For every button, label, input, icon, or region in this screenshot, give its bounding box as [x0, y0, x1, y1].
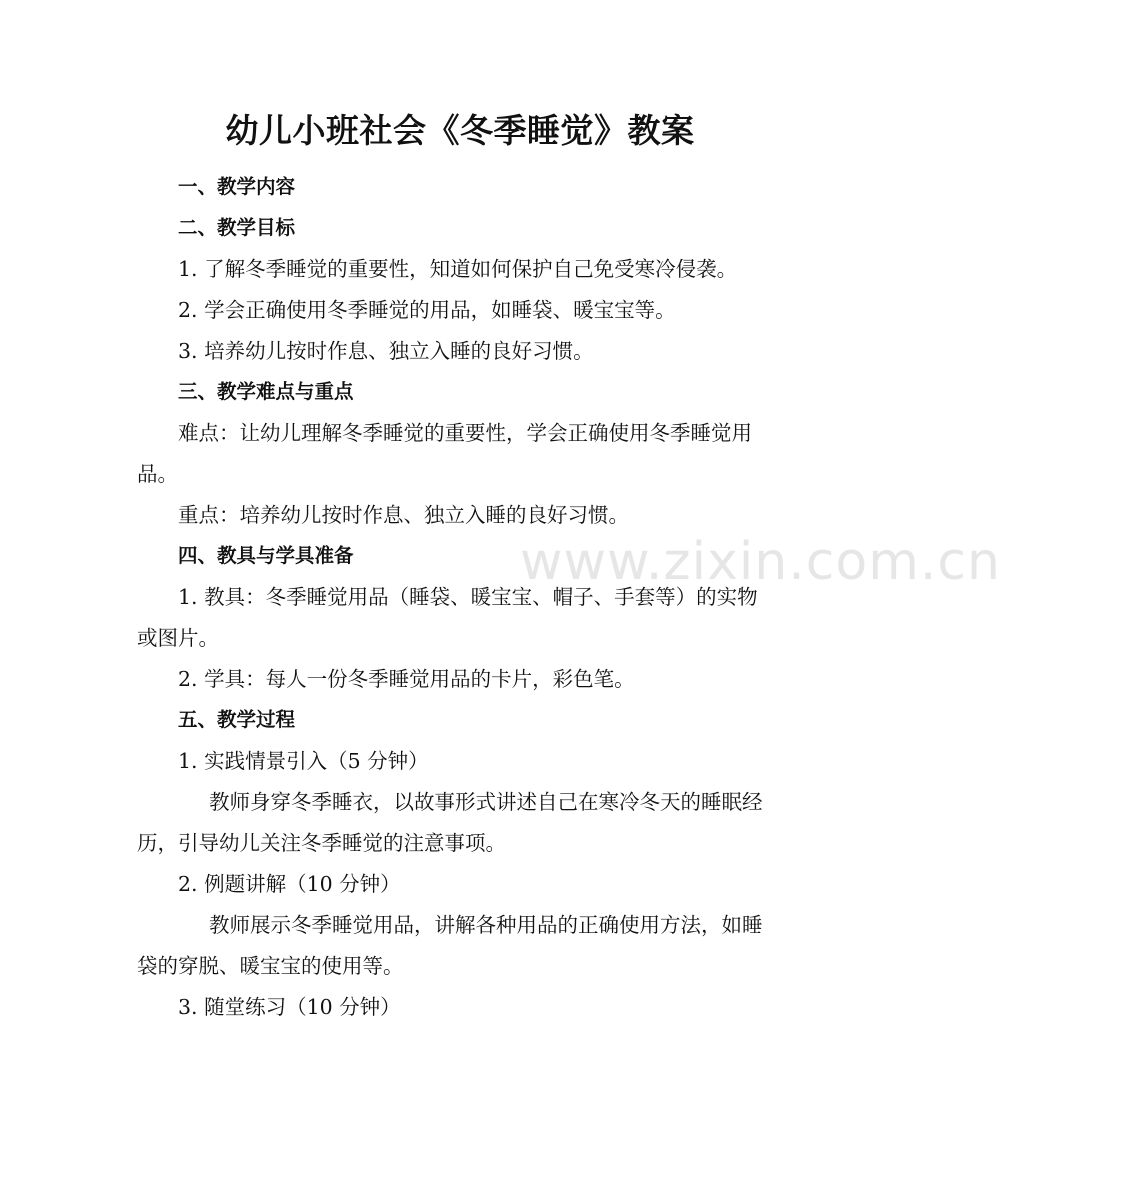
process-step-2-line-2: 袋的穿脱、暖宝宝的使用等。: [137, 954, 404, 978]
process-step-1: 1. 实践情景引入（5 分钟）: [178, 749, 429, 773]
section-heading-goals: 二、教学目标: [178, 216, 296, 239]
watermark: www.zixin.com.cn: [520, 532, 1001, 592]
materials-item-1-line-2: 或图片。: [137, 626, 219, 650]
goal-item-2: 2. 学会正确使用冬季睡觉的用品，如睡袋、暖宝宝等。: [178, 298, 676, 322]
materials-item-1-line-1: 1. 教具：冬季睡觉用品（睡袋、暖宝宝、帽子、手套等）的实物: [178, 585, 758, 609]
process-step-2-line-1: 教师展示冬季睡觉用品，讲解各种用品的正确使用方法，如睡: [209, 913, 763, 937]
process-step-2: 2. 例题讲解（10 分钟）: [178, 872, 401, 896]
section-heading-process: 五、教学过程: [178, 708, 296, 731]
section-heading-difficulty: 三、教学难点与重点: [178, 380, 354, 403]
process-step-1-line-1: 教师身穿冬季睡衣，以故事形式讲述自己在寒冷冬天的睡眠经: [209, 790, 763, 814]
section-heading-materials: 四、教具与学具准备: [178, 544, 354, 567]
goal-item-1: 1. 了解冬季睡觉的重要性，知道如何保护自己免受寒冷侵袭。: [178, 257, 738, 281]
process-step-1-line-2: 历，引导幼儿关注冬季睡觉的注意事项。: [137, 831, 506, 855]
difficulty-paragraph-line-2: 品。: [137, 462, 178, 486]
document-title: 幼儿小班社会《冬季睡觉》教案: [225, 111, 695, 150]
focus-paragraph: 重点：培养幼儿按时作息、独立入睡的良好习惯。: [178, 503, 629, 527]
materials-item-2: 2. 学具：每人一份冬季睡觉用品的卡片，彩色笔。: [178, 667, 635, 691]
process-step-3: 3. 随堂练习（10 分钟）: [178, 995, 401, 1019]
section-heading-content: 一、教学内容: [178, 175, 296, 198]
goal-item-3: 3. 培养幼儿按时作息、独立入睡的良好习惯。: [178, 339, 594, 363]
difficulty-paragraph-line-1: 难点：让幼儿理解冬季睡觉的重要性，学会正确使用冬季睡觉用: [178, 421, 752, 445]
